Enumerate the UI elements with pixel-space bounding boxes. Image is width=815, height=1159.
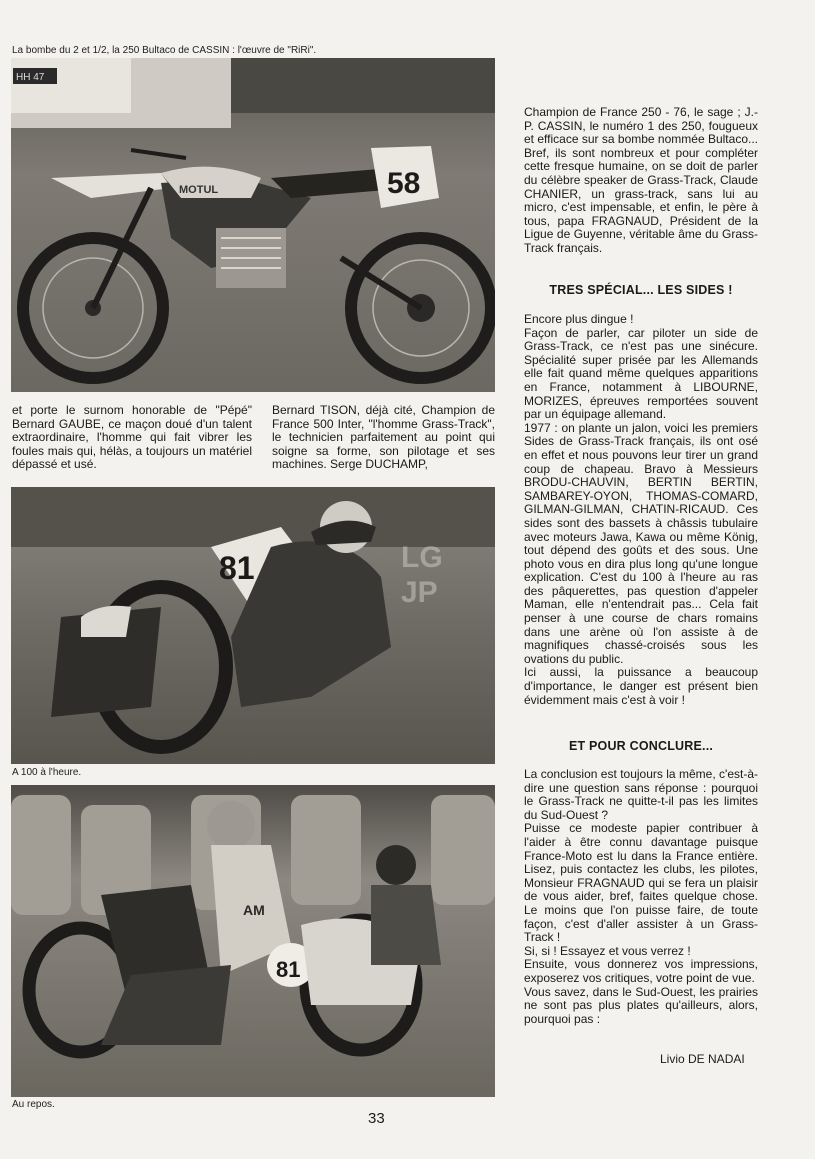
watermark-jp: JP	[401, 576, 438, 609]
right-column-intro: Champion de France 250 - 76, le sage ; J.-P. CASSIN, le numéro 1 des 250, fougueux et efficace sur sa bombe nommée Bultaco... Bref, ils sont nombreux et pour compléter cette fresque humaine, on se doit de parler du célèbre speaker de Grass-Track, Claude CHANIER, un grass-track, sans lui au micro, c'est impensable, et enfin, le père à tous, papa FRAGNAUD, Président de la Ligue de Guyenne, véritable âme du Grass-Track français.	[524, 105, 758, 255]
text-column-2: Bernard TISON, déjà cité, Champion de France 500 Inter, "l'homme Grass-Track", le technicien parfaitement au point qui soigne sa forme, son pilotage et ses machines. Serge DUCHAMP,	[272, 403, 495, 472]
conclusion-section	[524, 768, 758, 1026]
sides-paragraph-1: Encore plus dingue !	[524, 312, 634, 326]
sides-paragraph-3: 1977 : on plante un jalon, voici les premiers Sides de Grass-Track français, ils ont osé en effet et nous pouvons leur tirer un grand coup de chapeau. Bravo à Messieurs BRODU-CHAUVIN, BERTIN BERTIN, SAMBAREY-OYON, THOMAS-COMARD, GILMAN-GILMAN, CHATIN-RICAUD. Ces sides sont des bassets à châssis tubulaire avec moteurs Jawa, Kawa ou même König, tout dépend des goûts et des sous. Une photo vous en dira plus long qu'une longue explication. C'est du 100 à l'heure au ras des pâquerettes, pas question d'appeler Maman, elle n'entendrait pas... Cela fait penser à une course de chars romains dans une arène où l'on assiste à de magnifiques chassé-croisés sous les ovations du public.	[524, 420, 758, 666]
sidecar-at-rest-photo	[11, 785, 495, 1097]
conclusion-paragraph-2: Puisse ce modeste papier contribuer à l'aider à être connu davantage puisque France-Moto est lu dans la France entière. Lisez, puis contactez les clubs, les pilotes, Monsieur FRAGNAUD qui se fera un plaisir de vous aider, bref, faites quelque chose. Le moins que l'on puisse faire, de toute façon, c'est d'aller assister à un Grass-Track !	[524, 821, 758, 945]
heading-sides: TRES SPÉCIAL... LES SIDES !	[549, 283, 733, 297]
bottom-photo-caption: Au repos.	[12, 1099, 55, 1110]
plate-number-81-middle: 81	[219, 550, 255, 586]
conclusion-paragraph-1: La conclusion est toujours la même, c'est-à-dire une question sans réponse : pourquoi le Grass-Track ne quitte-t-il pas les limites du Sud-Ouest ?	[524, 767, 758, 822]
watermark-lg: LG	[401, 541, 443, 574]
car-plate-text: HH 47	[16, 72, 45, 83]
conclusion-paragraph-4: Ensuite, vous donnerez vos impressions, exposerez vos critiques, votre point de vue.	[524, 957, 758, 985]
conclusion-paragraph-5: Vous savez, dans le Sud-Ouest, les prairies ne sont pas plus plates qu'ailleurs, alors, pourquoi pas :	[524, 984, 758, 1026]
middle-photo-caption: A 100 à l'heure.	[12, 767, 82, 778]
plate-number-58: 58	[387, 167, 421, 200]
text-column-1: et porte le surnom honorable de "Pépé" Bernard GAUBE, ce maçon doué d'un talent extraordinaire, l'homme qui fait vibrer les foules mais qui, hélàs, a toujours un matériel dépassé et usé.	[12, 403, 252, 472]
sidecar-racing-photo	[11, 487, 495, 764]
jersey-text: AM	[243, 902, 265, 918]
page-number: 33	[368, 1110, 385, 1127]
plate-number-81-bottom: 81	[276, 957, 301, 982]
sides-paragraph-4: Ici aussi, la puissance a beaucoup d'importance, le danger est présent bien évidemment mais c'est à voir !	[524, 665, 758, 707]
sides-section	[524, 313, 758, 707]
tank-brand-text: MOTUL	[179, 184, 219, 196]
conclusion-paragraph-3: Si, si ! Essayez et vous verrez !	[524, 943, 691, 958]
top-photo-caption: La bombe du 2 et 1/2, la 250 Bultaco de CASSIN : l'œuvre de "RiRi".	[12, 45, 317, 56]
heading-conclusion: ET POUR CONCLURE...	[568, 739, 714, 753]
sides-paragraph-2: Façon de parler, car piloter un side de Grass-Track, ce n'est pas une sinécure. Spécialité super prisée par les Allemands elle fait quand même quelques apparitions en France, notamment à LIBOURNE, MORIZES, épreuves remportées souvent par un équipage allemand.	[524, 325, 758, 422]
bultaco-motorcycle-photo	[11, 58, 495, 392]
author-signature: Livio DE NADAI	[660, 1052, 745, 1066]
